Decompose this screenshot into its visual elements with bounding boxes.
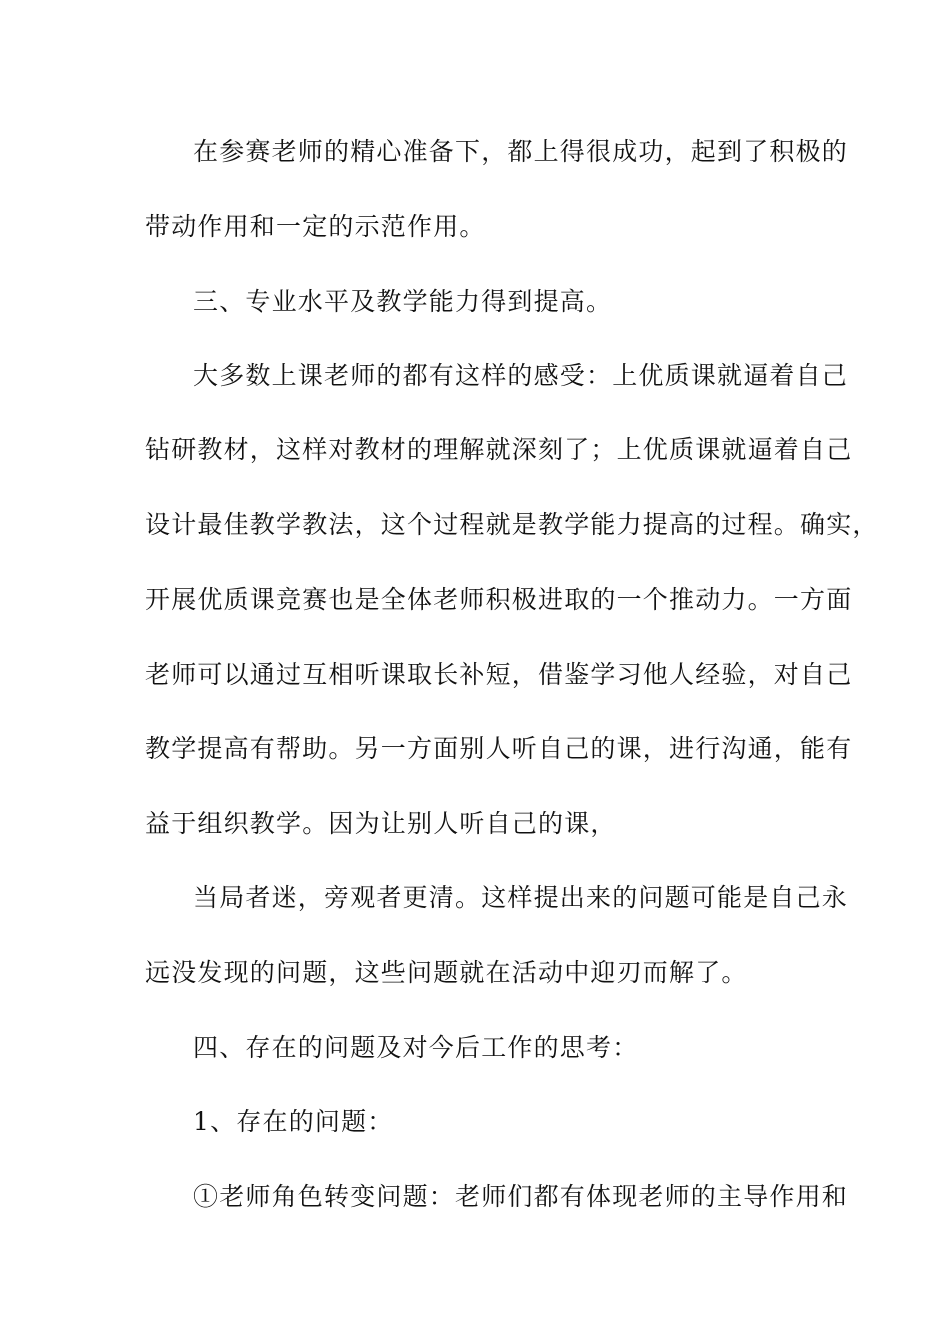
paragraph-line: 益于组织教学。因为让别人听自己的课， xyxy=(145,809,617,838)
paragraph-line: 开展优质课竞赛也是全体老师积极进取的一个推动力。一方面 xyxy=(145,585,853,614)
subsection-heading: 1、存在的问题： xyxy=(193,1107,394,1136)
section-heading: 四、存在的问题及对今后工作的思考： xyxy=(193,1033,639,1062)
section-heading: 三、专业水平及教学能力得到提高。 xyxy=(193,287,613,316)
paragraph-line: 钻研教材，这样对教材的理解就深刻了；上优质课就逼着自己 xyxy=(145,435,853,464)
paragraph-line: 老师可以通过互相听课取长补短，借鉴学习他人经验，对自己 xyxy=(145,660,853,689)
paragraph-line: ①老师角色转变问题：老师们都有体现老师的主导作用和 xyxy=(193,1182,849,1211)
paragraph-line: 设计最佳教学教法，这个过程就是教学能力提高的过程。确实， xyxy=(145,510,879,539)
paragraph-line: 远没发现的问题，这些问题就在活动中迎刃而解了。 xyxy=(145,958,748,987)
paragraph-line: 教学提高有帮助。另一方面别人听自己的课，进行沟通，能有 xyxy=(145,734,853,763)
paragraph-line: 在参赛老师的精心准备下，都上得很成功，起到了积极的 xyxy=(193,137,849,166)
paragraph-line: 当局者迷，旁观者更清。这样提出来的问题可能是自己永 xyxy=(193,883,849,912)
paragraph-line: 带动作用和一定的示范作用。 xyxy=(145,212,486,241)
paragraph-line: 大多数上课老师的都有这样的感受：上优质课就逼着自己 xyxy=(193,361,849,390)
